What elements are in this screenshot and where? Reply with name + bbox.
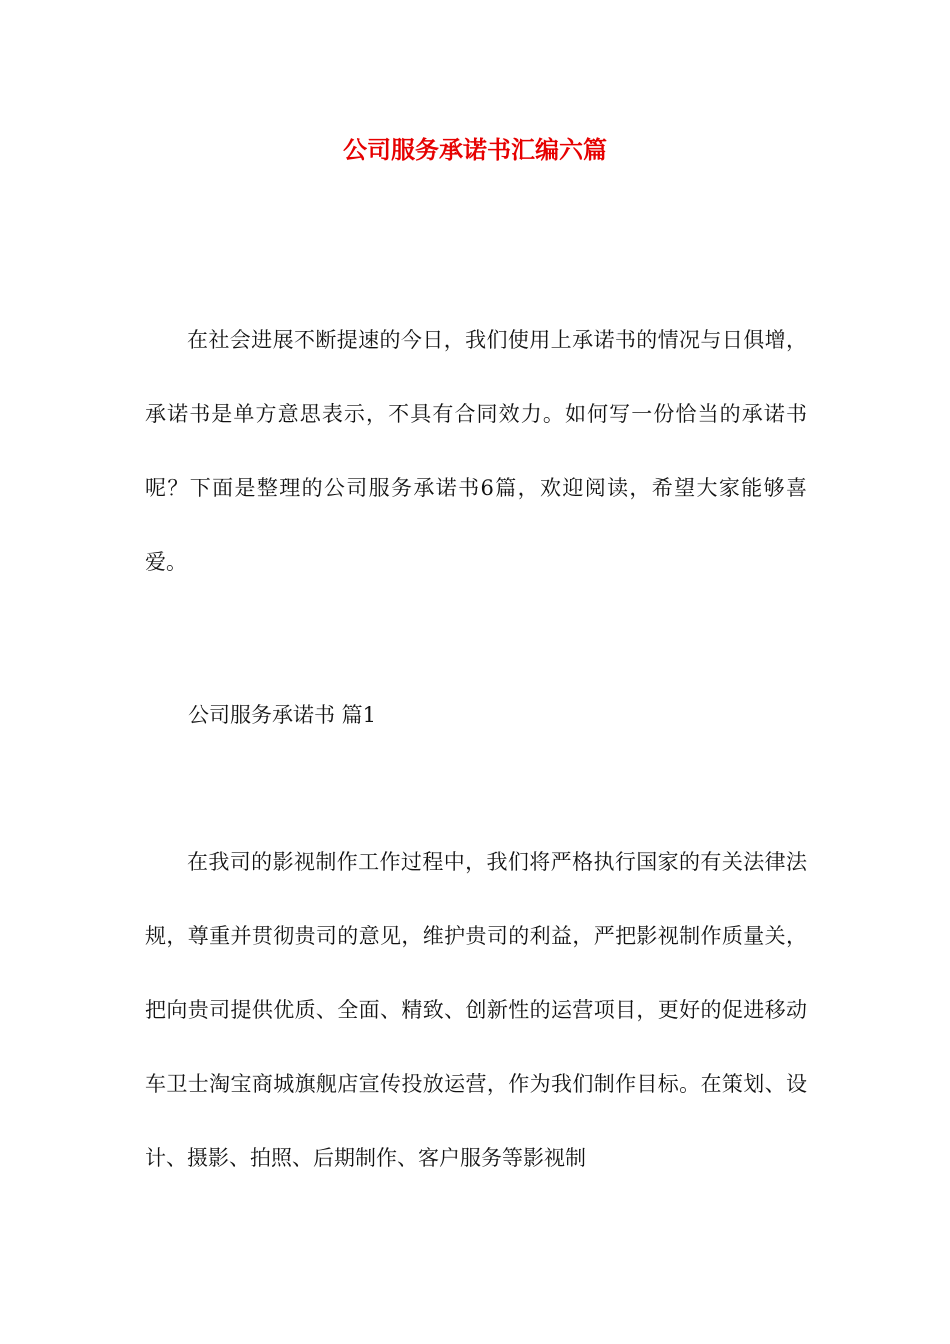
document-title: 公司服务承诺书汇编六篇 bbox=[343, 135, 607, 164]
body-paragraph: 在我司的影视制作工作过程中，我们将严格执行国家的有关法律法规，尊重并贯彻贵司的意见，维护贵司的利益，严把影视制作质量关，把向贵司提供优质、全面、精致、创新性的运营项目，更好的促进移动车卫士淘宝商城旗舰店宣传投放运营，作为我们制作目标。在策划、设计、摄影、拍照、后期制作、客户服务等影视制 bbox=[145, 850, 807, 1170]
intro-paragraph: 在社会进展不断提速的今日，我们使用上承诺书的情况与日俱增，承诺书是单方意思表示，不具有合同效力。如何写一份恰当的承诺书呢？下面是整理的公司服务承诺书6篇，欢迎阅读，希望大家能够喜爱。 bbox=[145, 328, 807, 574]
section-heading: 公司服务承诺书 篇1 bbox=[188, 703, 377, 727]
